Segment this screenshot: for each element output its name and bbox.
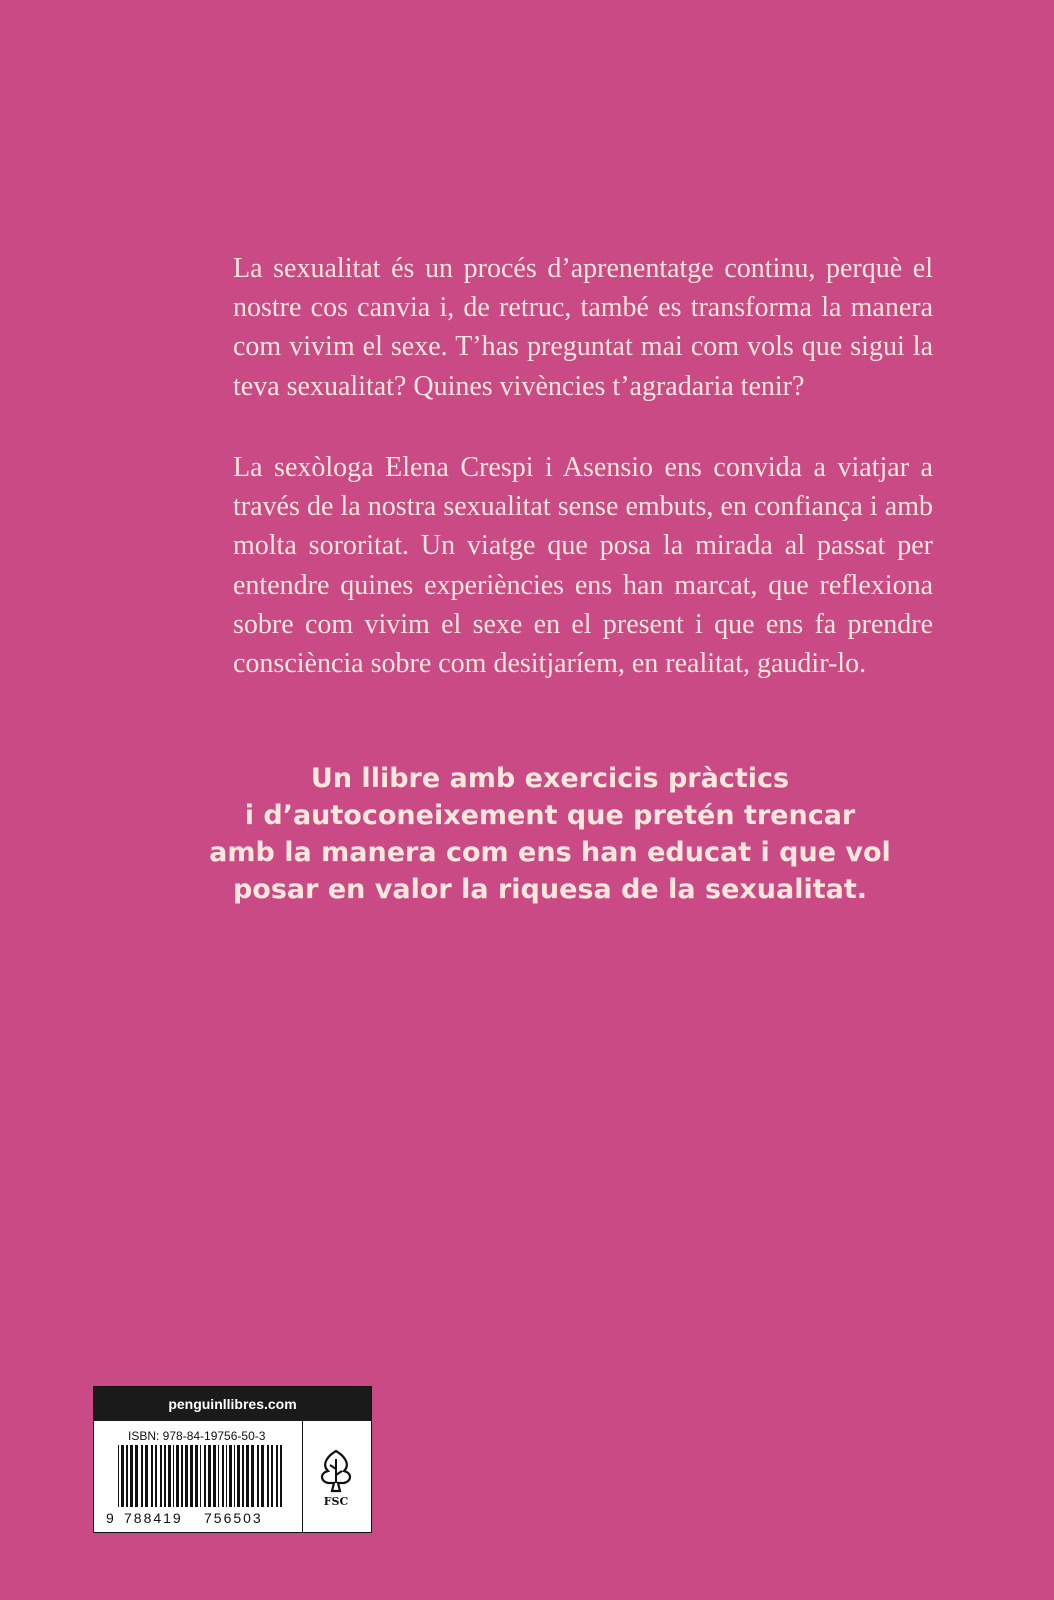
publisher-website: penguinllibres.com [94, 1387, 371, 1421]
description-paragraph-1: La sexualitat és un procés d’aprenentatge continu, perquè el nostre cos canvia i, de retruc, també es transforma la manera com vivim el sexe. T’has preguntat mai com vols que sigui la teva sexualitat? Quines vivències t’agradaria tenir? [233, 253, 933, 402]
fsc-label: FSC [323, 1495, 349, 1507]
description-paragraph-2: La sexòloga Elena Crespi i Asensio ens convida a viatjar a través de la nostra sexualitat sense embuts, en confiança i amb molta sororitat. Un viatge que posa la mirada al passat per entendre quines experiències ens han marcat, que reflexiona sobre com vivim el sexe en el present i que ens fa prendre consciència sobre com desitjaríem, en realitat, gaudir-lo. [233, 452, 933, 680]
barcode-digit-first: 9 [106, 1510, 114, 1525]
isbn-label: ISBN: 978-84-19756-50-3 [128, 1429, 266, 1443]
fsc-logo [302, 1421, 371, 1532]
barcode-icon [104, 1445, 294, 1525]
barcode-digits-group-2: 756503 [204, 1510, 263, 1525]
highlight-blurb: Un llibre amb exercicis pràctics i d’autoconeixement que pretén trencar amb la manera com ens han educat i que vol posar en valor la riquesa de la sexualitat. [209, 763, 891, 905]
barcode-box [93, 1386, 372, 1533]
barcode-panel [94, 1421, 303, 1532]
fsc-tree-icon [314, 1447, 358, 1507]
barcode-digits-group-1: 788419 [124, 1510, 183, 1525]
